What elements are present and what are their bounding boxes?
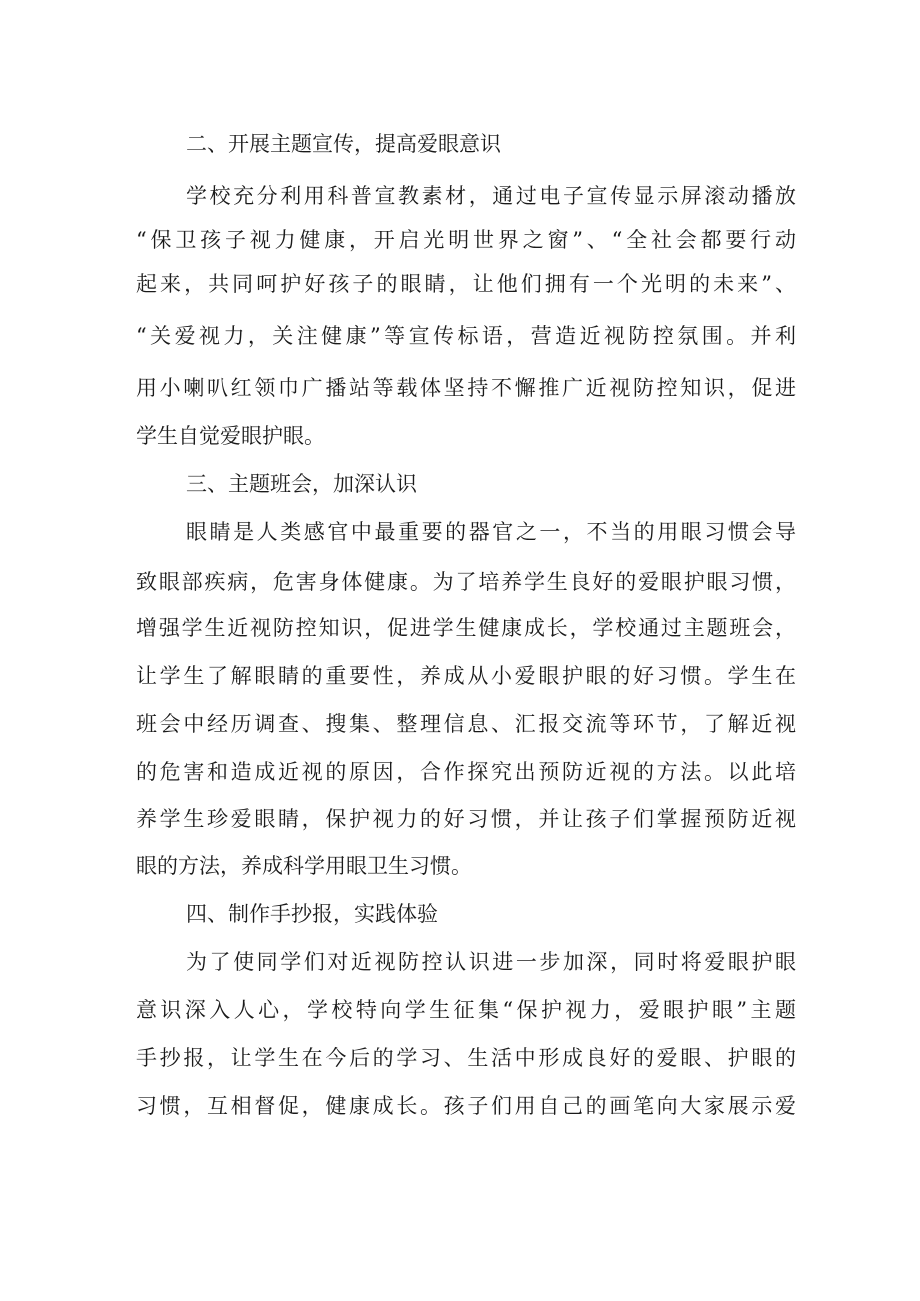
paragraph-line: 致眼部疾病，危害身体健康。为了培养学生良好的爱眼护眼习惯，: [136, 570, 796, 594]
section-heading-4: 四、制作手抄报，实践体验: [186, 902, 438, 926]
paragraph-line: 为了使同学们对近视防控认识进一步加深，同时将爱眼护眼: [186, 950, 796, 974]
paragraph-line: 起来，共同呵护好孩子的眼睛，让他们拥有一个光明的未来”、: [136, 272, 796, 296]
paragraph-line: “保卫孩子视力健康，开启光明世界之窗”、“全社会都要行动: [136, 228, 796, 252]
paragraph-line: 让学生了解眼睛的重要性，养成从小爱眼护眼的好习惯。学生在: [136, 664, 796, 688]
paragraph-line: 眼睛是人类感官中最重要的器官之一，不当的用眼习惯会导: [186, 520, 796, 544]
paragraph-line: 学生自觉爱眼护眼。: [136, 424, 325, 448]
section-heading-2: 二、开展主题宣传，提高爱眼意识: [186, 132, 501, 156]
paragraph-line: 学校充分利用科普宣教素材，通过电子宣传显示屏滚动播放: [186, 184, 796, 208]
paragraph-line: 眼的方法，养成科学用眼卫生习惯。: [136, 854, 472, 878]
paragraph-line: 手抄报，让学生在今后的学习、生活中形成良好的爱眼、护眼的: [136, 1046, 796, 1070]
paragraph-line: 的危害和造成近视的原因，合作探究出预防近视的方法。以此培: [136, 760, 796, 784]
section-heading-3: 三、主题班会，加深认识: [186, 472, 417, 496]
paragraph-line: 班会中经历调查、搜集、整理信息、汇报交流等环节，了解近视: [136, 712, 796, 736]
paragraph-line: 意识深入人心，学校特向学生征集“保护视力，爱眼护眼”主题: [136, 998, 796, 1022]
paragraph-line: 用小喇叭红领巾广播站等载体坚持不懈推广近视防控知识，促进: [136, 376, 796, 400]
paragraph-line: 习惯，互相督促，健康成长。孩子们用自己的画笔向大家展示爱: [136, 1094, 796, 1118]
paragraph-line: 增强学生近视防控知识，促进学生健康成长，学校通过主题班会，: [136, 616, 796, 640]
paragraph-line: “关爱视力，关注健康”等宣传标语，营造近视防控氛围。并利: [136, 324, 796, 348]
paragraph-line: 养学生珍爱眼睛，保护视力的好习惯，并让孩子们掌握预防近视: [136, 807, 796, 831]
